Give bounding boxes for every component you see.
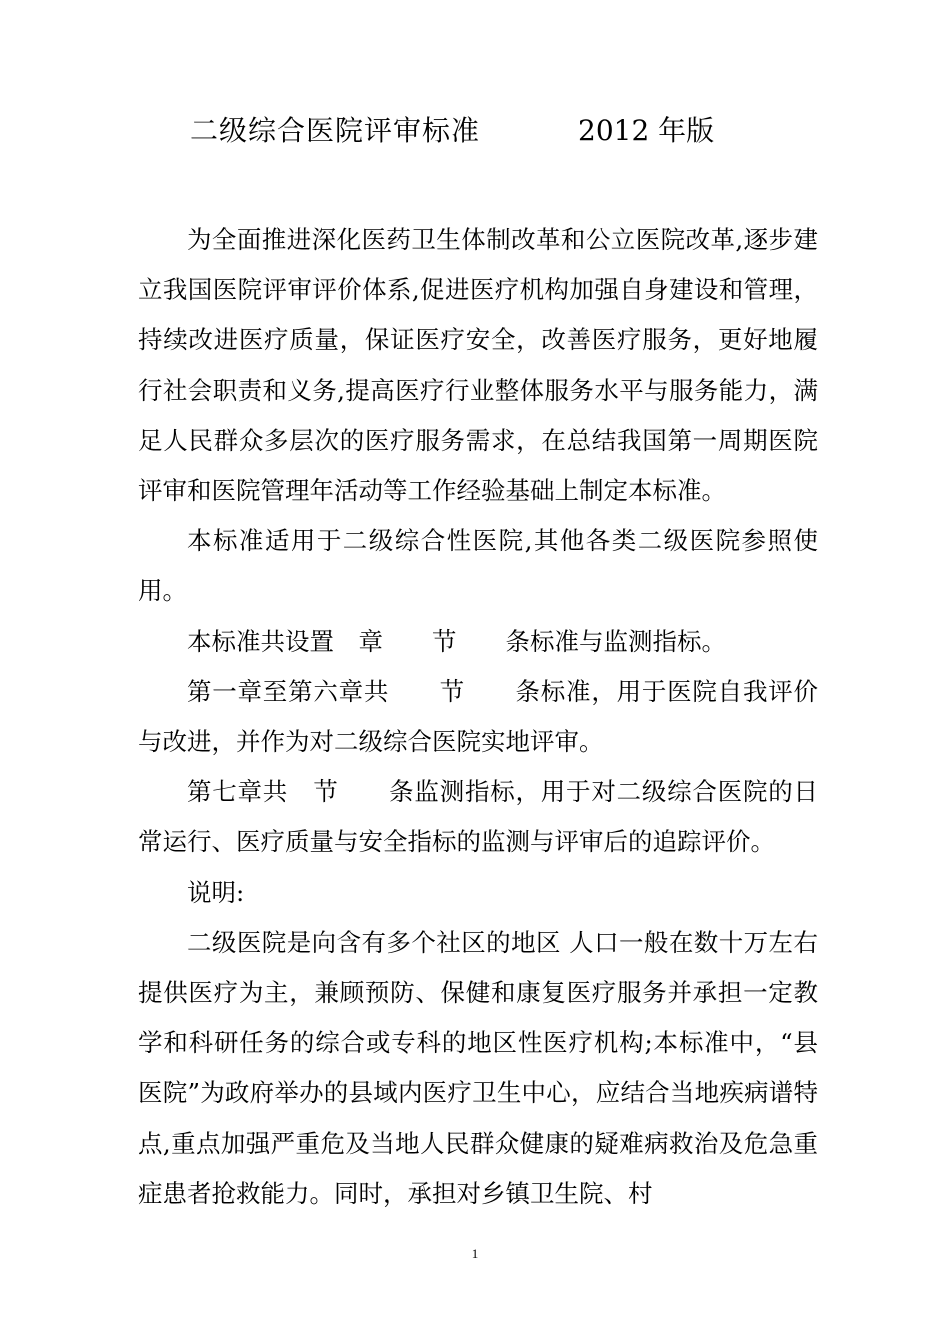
paragraph-chapter-7: 第七章共 节 条监测指标，用于对二级综合医院的日常运行、医疗质量与安全指标的监测与评审后的追踪评价。 [138,777,818,857]
document-title-edition: 2012 年版 [578,114,715,147]
document-title [190,108,830,154]
paragraph-definition: 二级医院是向含有多个社区的地区 人口一般在数十万左右 提供医疗为主，兼顾预防、保健和康复医疗服务并承担一定教学和科研任务的综合或专科的地区性医疗机构;本标准中，“县医院”为政府举办的县域内医疗卫生中心，应结合当地疾病谱特点,重点加强严重危及当地人民群众健康的疑难病救治及危急重症患者抢救能力。同时，承担对乡镇卫生院、村 [138,927,818,1208]
paragraph-structure: 本标准共设置 章 节 条标准与监测指标。 [187,626,726,656]
paragraph-chapters-1-6: 第一章至第六章共 节 条标准，用于医院自我评价与改进，并作为对二级综合医院实地评审。 [138,676,818,757]
page-number: 1 [471,1246,479,1261]
document-title-main: 二级综合医院评审标准 [190,114,481,147]
paragraph-notes-heading: 说明: [187,877,245,907]
paragraph-scope: 本标准适用于二级综合性医院,其他各类二级医院参照使用。 [138,526,818,606]
paragraph-intro: 为全面推进深化医药卫生体制改革和公立医院改革,逐步建立我国医院评审评价体系,促进医疗机构加强自身建设和管理，持续改进医疗质量，保证医疗安全，改善医疗服务，更好地履行社会职责和义务,提高医疗行业整体服务水平与服务能力，满足人民群众多层次的医疗服务需求，在总结我国第一周期医院评审和医院管理年活动等工作经验基础上制定本标准。 [138,225,818,506]
document-body [138,215,818,1219]
